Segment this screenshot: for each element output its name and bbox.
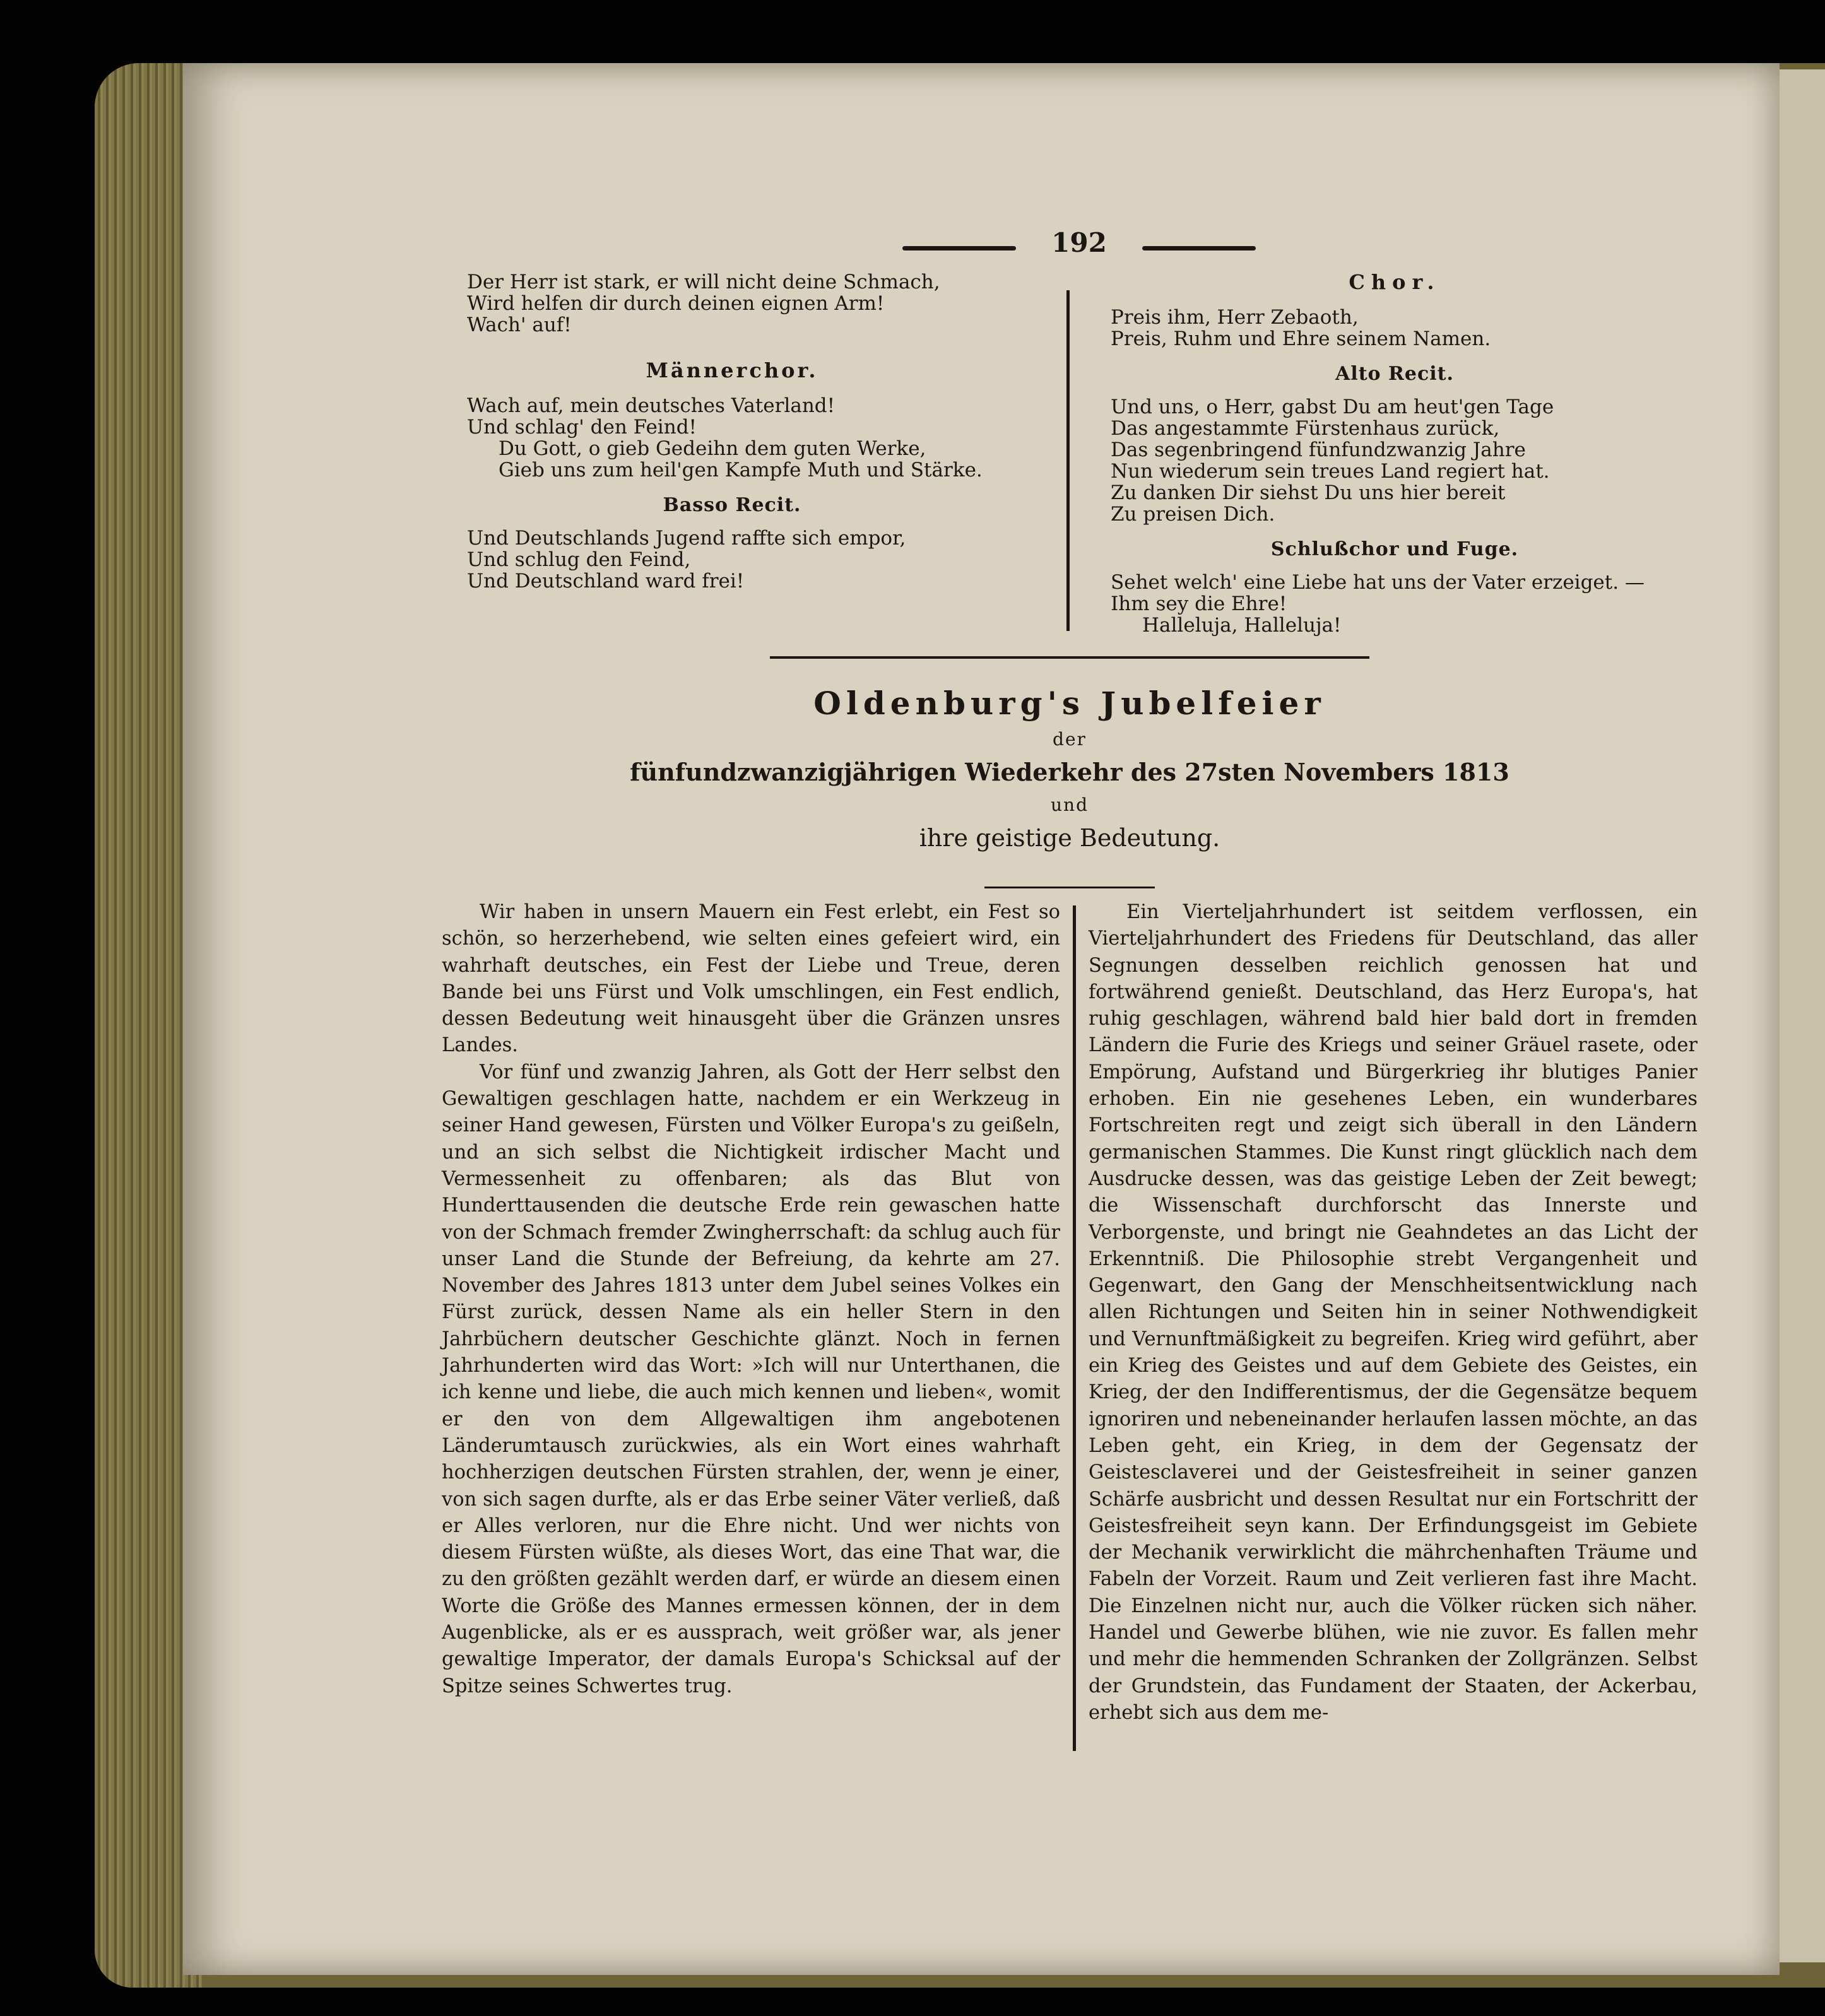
- verse-line: Und schlug den Feind,: [467, 548, 691, 571]
- verse-line: Ihm sey die Ehre!: [1111, 592, 1287, 615]
- verse-line: Das segenbringend fünfundzwanzig Jahre: [1111, 439, 1526, 461]
- page-number: 192: [1051, 227, 1107, 258]
- header-ornament-right: [1142, 246, 1256, 251]
- verse-line: Sehet welch' eine Liebe hat uns der Vater erzeiget. —: [1111, 571, 1645, 594]
- article-der: der: [1053, 729, 1087, 750]
- page-header: [902, 227, 1256, 265]
- verse-line: Preis ihm, Herr Zebaoth,: [1111, 306, 1359, 329]
- facing-page-edge: [1780, 69, 1825, 1962]
- verse-line: Der Herr ist stark, er will nicht deine Schmach,: [467, 271, 940, 293]
- verse-line: Und uns, o Herr, gabst Du am heut'gen Tage: [1111, 396, 1554, 418]
- title-rule: [984, 887, 1155, 888]
- heading-chor: Chor.: [1349, 270, 1441, 294]
- verse-line: Zu danken Dir siehst Du uns hier bereit: [1111, 481, 1506, 504]
- prose-left-column: [442, 899, 1060, 1700]
- article-subtitle-2: ihre geistige Bedeutung.: [919, 824, 1220, 852]
- article-title-block: [442, 681, 1698, 857]
- verse-line: Du Gott, o gieb Gedeihn dem guten Werke,: [499, 437, 926, 460]
- page-content: [442, 221, 1698, 1767]
- verse-left-column: [467, 271, 997, 592]
- verse-line: Und Deutschlands Jugend raffte sich empor,: [467, 527, 906, 550]
- prose-right-column: [1089, 899, 1698, 1726]
- heading-alto-recit: Alto Recit.: [1335, 363, 1454, 385]
- article-subtitle: fünfundzwanzigjährigen Wiederkehr des 27sten Novembers 1813: [630, 758, 1509, 786]
- verse-line: Und Deutschland ward frei!: [467, 570, 745, 592]
- verse-line: Zu preisen Dich.: [1111, 503, 1275, 526]
- article-und: und: [1051, 794, 1089, 815]
- heading-schlusschor: Schlußchor und Fuge.: [1270, 538, 1519, 560]
- verse-line: Das angestammte Fürstenhaus zurück,: [1111, 417, 1500, 440]
- section-rule: [770, 656, 1369, 659]
- verse-line: Wach auf, mein deutsches Vaterland!: [467, 394, 836, 417]
- verse-line: Und schlag' den Feind!: [467, 416, 697, 439]
- verse-line: Halleluja, Halleluja!: [1142, 614, 1342, 637]
- paragraph: Vor fünf und zwanzig Jahren, als Gott der Herr selbst den Gewaltigen geschlagen hatte, nachdem er ein Werkzeug in seiner Hand gewesen, Fürsten und Völker Europa's zu geißeln, und an sich selbst die Nichtigkeit irdischer Macht und Vermessenheit zu offenbaren; als das Blut von Hunderttausenden die deutsche Erde rein gewaschen hatte von der Schmach fremder Zwingherrschaft: da schlug auch für unser Land die Stunde der Befreiung, da kehrte am 27. November des Jahres 1813 unter dem Jubel seines Volkes ein Fürst zurück, dessen Name als ein heller Stern in den Jahrbüchern deutscher Geschichte glänzt. Noch in fernen Jahrhunderten wird das Wort: »Ich will nur Unterthanen, die ich kenne und liebe, die auch mich kennen und lieben«, womit er den von dem Allgewaltigen ihm angebotenen Länderumtausch zurückwies, als ein Wort eines wahrhaft hochherzigen deutschen Fürsten strahlen, der, wenn je einer, von sich sagen durfte, als er das Erbe seiner Väter verließ, daß er Alles verloren, nur die Ehre nicht. Und wer nichts von diesem Fürsten wüßte, als dieses Wort, das eine That war, die zu den größten gezählt werden darf, er würde an diesem einen Worte die Größe des Mannes ermessen können, der in dem Augenblicke, als er es aussprach, weit größer war, als jener gewaltige Imperator, der damals Europa's Schicksal auf der Spitze seines Schwertes trug.: [442, 1061, 1060, 1697]
- article-title: Oldenburg's Jubelfeier: [813, 685, 1326, 722]
- paragraph: Wir haben in unsern Mauern ein Fest erlebt, ein Fest so schön, so herzerhebend, wie selten eines gefeiert wird, ein wahrhaft deutsches, ein Fest der Liebe und Treue, deren Bande bei uns Fürst und Volk umschlingen, ein Fest endlich, dessen Bedeutung weit hinausgeht über die Gränzen unsres Landes.: [442, 901, 1060, 1057]
- verse-line: Nun wiederum sein treues Land regiert hat.: [1111, 460, 1550, 483]
- verse-line: Wach' auf!: [467, 314, 572, 336]
- verse-line: Gieb uns zum heil'gen Kampfe Muth und Stärke.: [499, 459, 983, 481]
- heading-basso-recit: Basso Recit.: [663, 494, 801, 516]
- verse-line: Wird helfen dir durch deinen eignen Arm!: [467, 292, 885, 315]
- verse-right-column: [1111, 271, 1679, 636]
- prose-column-divider: [1073, 905, 1076, 1751]
- verse-column-divider: [1066, 290, 1070, 631]
- paragraph: Ein Vierteljahrhundert ist seitdem verflossen, ein Vierteljahrhundert des Friedens für Deutschland, das aller Segnungen desselben reichlich genossen hat und fortwährend genießt. Deutschland, das Herz Europa's, hat ruhig geschlagen, während bald hier bald dort in fremden Ländern die Furie des Kriegs und seiner Gräuel rasete, oder Empörung, Aufstand und Bürgerkrieg ihr blutiges Panier erhoben. Ein nie gesehenes Leben, ein wunderbares Fortschreiten regt und zeigt sich überall in den Ländern germanischen Stammes. Die Kunst ringt glücklich nach dem Ausdrucke dessen, was das geistige Leben der Zeit bewegt; die Wissenschaft durchforscht das Innerste und Verborgenste, und bringt nie Geahndetes an das Licht der Erkenntniß. Die Philosophie strebt Vergangenheit und Gegenwart, den Gang der Menschheitsentwicklung nach allen Richtungen und Seiten hin in seiner Nothwendigkeit und Vernunftmäßigkeit zu begreifen. Krieg wird geführt, aber ein Krieg des Geistes und auf dem Gebiete des Geistes, ein Krieg, der den Indifferentismus, der die Gegensätze bequem ignoriren und nebeneinander herlaufen lassen möchte, an das Leben geht, ein Krieg, in dem der Gegensatz der Geistesclaverei und der Geistesfreiheit in seiner ganzen Schärfe ausbricht und dessen Resultat nur ein Fortschritt der Geistesfreiheit seyn kann. Der Erfindungsgeist im Gebiete der Mechanik verwirklicht die mährchenhaften Träume und Fabeln der Vorzeit. Raum und Zeit verlieren fast ihre Macht. Die Einzelnen nicht nur, auch die Völker rücken sich näher. Handel und Gewerbe blühen, wie nie zuvor. Es fallen mehr und mehr die hemmenden Schranken der Zollgränzen. Selbst der Grundstein, das Fundament der Staaten, der Ackerbau, erhebt sich aus dem me-: [1089, 901, 1698, 1724]
- verse-line: Preis, Ruhm und Ehre seinem Namen.: [1111, 327, 1491, 350]
- heading-maennerchor: Männerchor.: [646, 358, 818, 382]
